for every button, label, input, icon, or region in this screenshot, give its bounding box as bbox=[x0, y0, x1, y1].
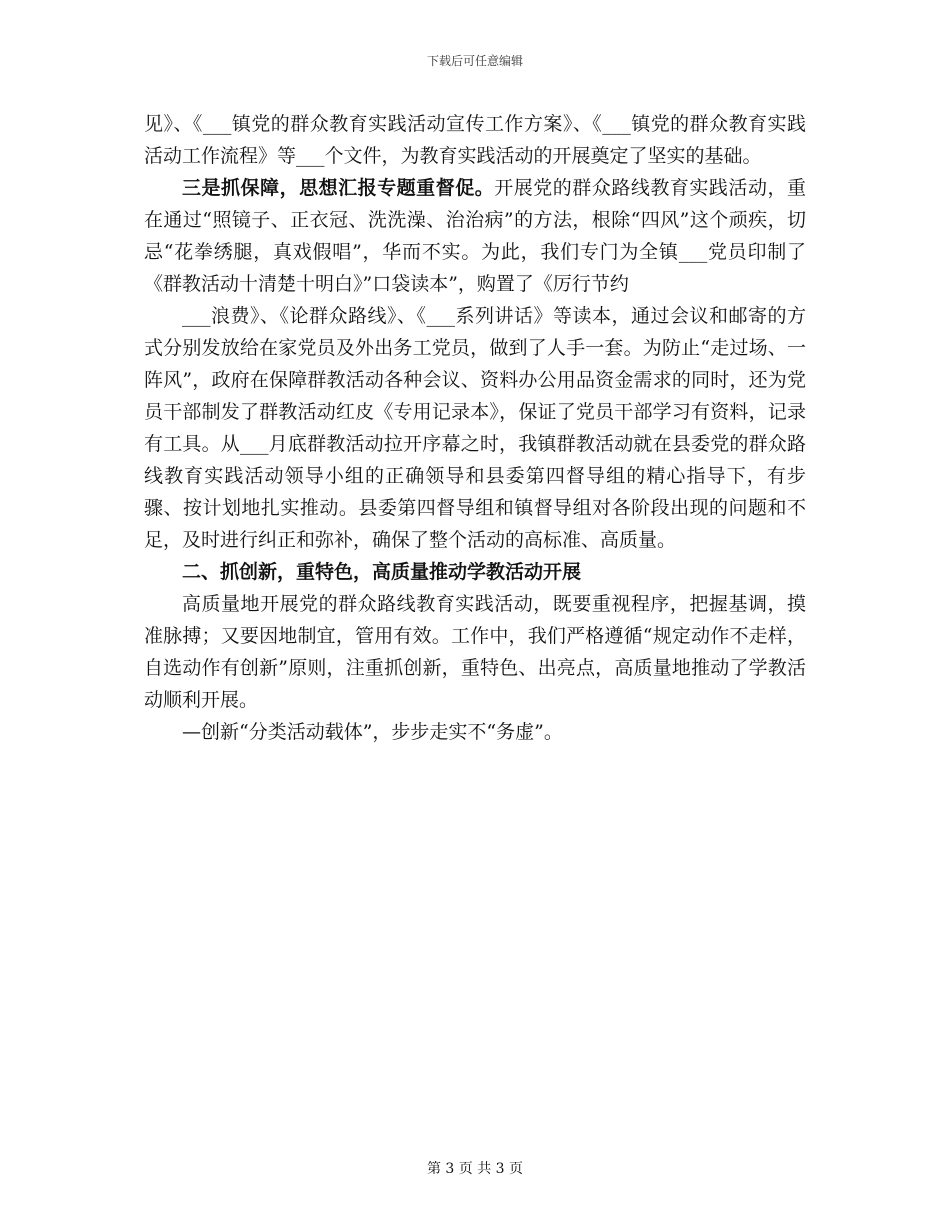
section-heading: 二、抓创新，重特色，高质量推动学教活动开展 bbox=[182, 561, 582, 583]
page-header: 下载后可任意编辑 bbox=[426, 54, 523, 68]
page-footer: 第 3 页 共 3 页 bbox=[426, 1161, 524, 1177]
paragraph-guarantee bbox=[144, 172, 806, 300]
paragraph-continued: 见》、《___镇党的群众教育实践活动宣传工作方案》、《___镇党的群众教育实践活动工作流程》等___个文件，为教育实践活动的开展奠定了坚实的基础。 bbox=[144, 113, 806, 167]
document-body bbox=[144, 108, 806, 748]
paragraph-innovation: 高质量地开展党的群众路线教育实践活动，既要重视程序，把握基调，摸准脉搏；又要因地制宜，管用有效。工作中，我们严格遵循“规定动作不走样，自选动作有创新”原则，注重抓创新，重特色、出亮点，高质量地推动了学教活动顺利开展。 bbox=[144, 593, 806, 711]
paragraph-lead-bold: 三是抓保障，思想汇报专题重督促。 bbox=[182, 177, 495, 199]
paragraph-reading-materials: ___浪费》、《论群众路线》、《___系列讲话》等读本，通过会议和邮寄的方式分别发放给在家党员及外出务工党员，做到了人手一套。为防止“走过场、一阵风”，政府在保障群教活动各种会议、资料办公用品资金需求的同时，还为党员干部制发了群教活动红皮《专用记录本》，保证了党员干部学习有资料，记录有工具。从___月底群教活动拉开序幕之时，我镇群教活动就在县委党的群众路线教育实践活动领导小组的正确领导和县委第四督导组的精心指导下，有步骤、按计划地扎实推动。县委第四督导组和镇督导组对各阶段出现的问题和不足，及时进行纠正和弥补，确保了整个活动的高标准、高质量。 bbox=[144, 305, 806, 551]
paragraph-text: 开展党的群众路线教育实践活动，重在通过“照镜子、正衣冠、洗洗澡、治治病”的方法，根除“四风”这个顽疾，切忌“花拳绣腿，真戏假唱”，华而不实。为此，我们专门为全镇___党员印制了《群教活动十清楚十明白》”口袋读本”，购置了《厉行节约 bbox=[144, 177, 806, 295]
paragraph-item: —创新“分类活动载体”，步步走实不“务虚”。 bbox=[182, 721, 563, 743]
